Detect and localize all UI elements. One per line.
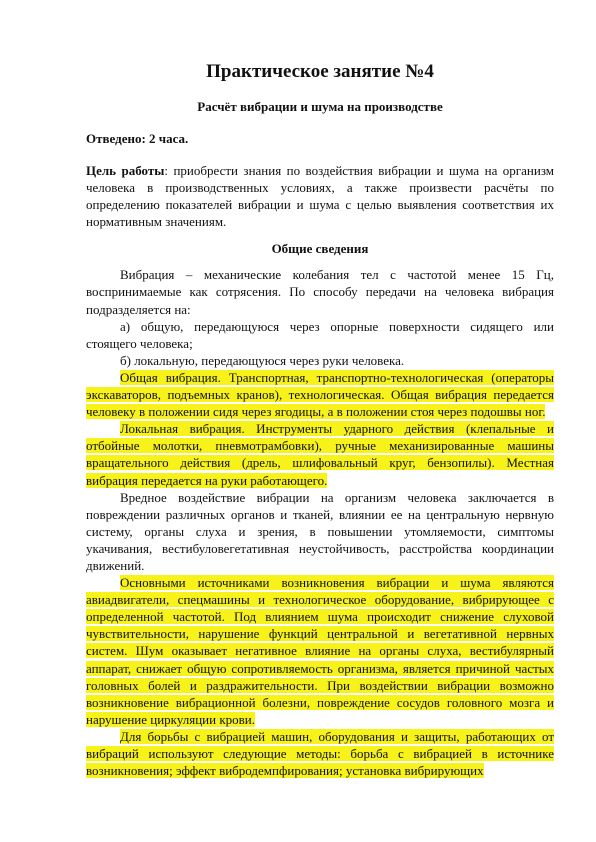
paragraph-local-type: б) локальную, передающуюся через руки человека. (120, 352, 405, 368)
goal-label: Цель работы (86, 163, 165, 178)
paragraph-vibration-definition: Вибрация – механические колебания тел с частотой менее 15 Гц, воспринимаемые как сотрясения. По способу передачи на человека вибрация подразделяется на: (86, 267, 554, 317)
goal-paragraph (86, 162, 554, 230)
paragraph-protection-methods (86, 728, 554, 779)
paragraph-noise-sources (86, 574, 554, 728)
allotted-time: Отведено: 2 часа. (86, 131, 189, 146)
paragraph-local-vibration (86, 420, 554, 488)
paragraph-harmful-effects: Вредное воздействие вибрации на организм человека заключается в повреждении различных органов и тканей, влиянии ее на центральную нервную систему, органы слуха и зрения, в повышении утомляемости, симптомы укачивания, вестибуловегетативная неустойчивость, расстройства координации движений. (86, 489, 554, 573)
page-title: Практическое занятие №4 (206, 61, 434, 82)
goal-text: : приобрести знания по воздействия вибрации и шума на организм человека в производственных условиях, а также произвести расчёты по определению показателей вибрации и шума с целью выявления соответствия их нормативным значениям. (86, 163, 554, 230)
highlighted-text: Основными источниками возникновения вибрации и шума являются авиадвигатели, спецмашины и технологическое оборудование, вибрирующее с определенной частотой. Под влиянием шума происходит снижение слуховой чувствительности, нарушение функций центральной и вегетативной нервных систем. Шум оказывает негативное влияние на органы слуха, вестибулярный аппарат, снижает общую сопротивляемость организма, является причиной частых головных болей и раздражительности. При воздействии вибрации возможно возникновение вибрационной болезни, повреждение сосудов головного мозга и нарушение циркуляции крови. (86, 575, 554, 727)
highlighted-text: Для борьбы с вибрацией машин, оборудования и защиты, работающих от вибраций используют следующие методы: борьба с вибрацией в источнике возникновения; эффект вибродемпфирования; установка вибрирующих (86, 728, 554, 779)
highlighted-text: Локальная вибрация. Инструменты ударного действия (клепальные и отбойные молотки, пневмотрамбовки), ручные механизированные машины вращательного действия (дрель, шлифовальный круг, бензопилы). Местная вибрация передается на руки работающего. (86, 421, 554, 488)
page-subtitle: Расчёт вибрации и шума на производстве (197, 99, 443, 114)
highlighted-text: Общая вибрация. Транспортная, транспортно-технологическая (операторы экскаваторов, подъемных кранов), технологическая. Общая вибрация передается человеку в положении сидя через ягодицы, а в положении стоя через подошвы ног. (86, 369, 554, 420)
paragraph-general-type: а) общую, передающуюся через опорные поверхности сидящего или стоящего человека; (86, 318, 554, 351)
paragraph-general-vibration (86, 369, 554, 420)
section-heading: Общие сведения (271, 241, 369, 257)
